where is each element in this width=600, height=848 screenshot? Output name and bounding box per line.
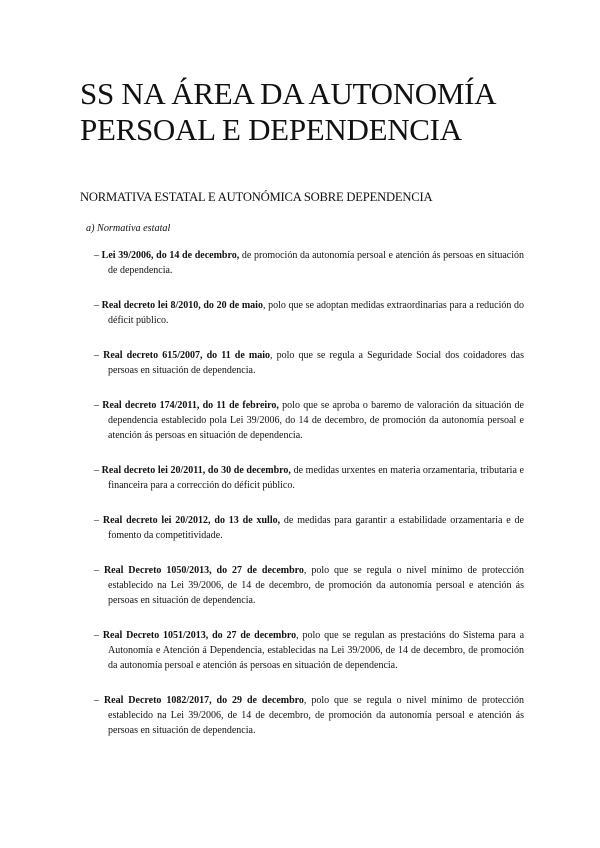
law-description: , polo que se regula o nivel mínimo de protección establecido na Lei 39/2006, de 14 de decembro, de promoción da autonomía persoal e atención ás persoas en situación de dependencia. (108, 565, 525, 606)
law-name: Real decreto 174/2011, do 11 de febreiro, (102, 400, 279, 411)
list-dash: – (94, 250, 99, 261)
list-item (94, 513, 524, 543)
list-dash: – (94, 400, 99, 411)
law-description: de medidas para garantir a estabilidade orzamentaria e de fomento da competitividade. (108, 515, 524, 541)
list-dash: – (94, 300, 99, 311)
list-dash: – (94, 630, 99, 641)
law-description: , polo que se adoptan medidas extraordinarias para a redución do déficit público. (108, 300, 524, 326)
subsection-label: a) Normativa estatal (86, 223, 171, 234)
list-dash: – (94, 350, 99, 361)
law-description: , polo que se regula a Seguridade Social dos coidadores das persoas en situación de dependencia. (108, 350, 524, 376)
list-item (94, 398, 524, 443)
law-description: de medidas urxentes en materia orzamentaria, tributaria e financeira para a corrección do déficit público. (108, 465, 524, 491)
law-name: Real decreto lei 20/2011, do 30 de decembro, (101, 465, 291, 476)
list-dash: – (94, 695, 99, 706)
law-name: Real decreto lei 8/2010, do 20 de maio (101, 300, 263, 311)
list-item (94, 563, 524, 608)
law-description: , polo que se regulan as prestacións do Sistema para a Autonomía e Atención á Dependencia, establecidas na Lei 39/2006, de 14 de decembro, de promoción da autonomía persoal e atención ás persoas en situación de dependencia. (108, 630, 525, 671)
page-title: SS NA ÁREA DA AUTONOMÍA PERSOAL E DEPENDENCIA (80, 76, 495, 147)
list-item (94, 348, 524, 378)
law-name: Lei 39/2006, do 14 de decembro, (101, 250, 240, 261)
list-item (94, 248, 524, 278)
law-name: Real decreto lei 20/2012, do 13 de xullo, (102, 515, 281, 526)
list-dash: – (94, 565, 99, 576)
legislation-list (94, 248, 524, 758)
list-item (94, 628, 524, 673)
law-name: Real Decreto 1051/2013, do 27 de decembro (102, 630, 297, 641)
list-item (94, 693, 524, 738)
list-dash: – (94, 465, 99, 476)
law-name: Real Decreto 1082/2017, do 29 de decembro (103, 695, 304, 706)
law-description: polo que se aproba o baremo de valoración da situación de dependencia establecido pola Lei 39/2006, do 14 de decembro, de promoción da autonomía persoal e atención ás persoas en situación de dependencia. (108, 400, 525, 441)
section-heading: NORMATIVA ESTATAL E AUTONÓMICA SOBRE DEPENDENCIA (80, 190, 433, 204)
list-item (94, 298, 524, 328)
law-description: , polo que se regula o nivel mínimo de protección establecido na Lei 39/2006, de 14 de decembro, de promoción da autonomía persoal e atención ás persoas en situación de dependencia. (108, 695, 525, 736)
list-dash: – (94, 515, 99, 526)
law-name: Real decreto 615/2007, do 11 de maio (103, 350, 271, 361)
law-name: Real Decreto 1050/2013, do 27 de decembro (103, 565, 304, 576)
law-description: de promoción da autonomía persoal e atención ás persoas en situación de dependencia. (108, 250, 525, 276)
list-item (94, 463, 524, 493)
